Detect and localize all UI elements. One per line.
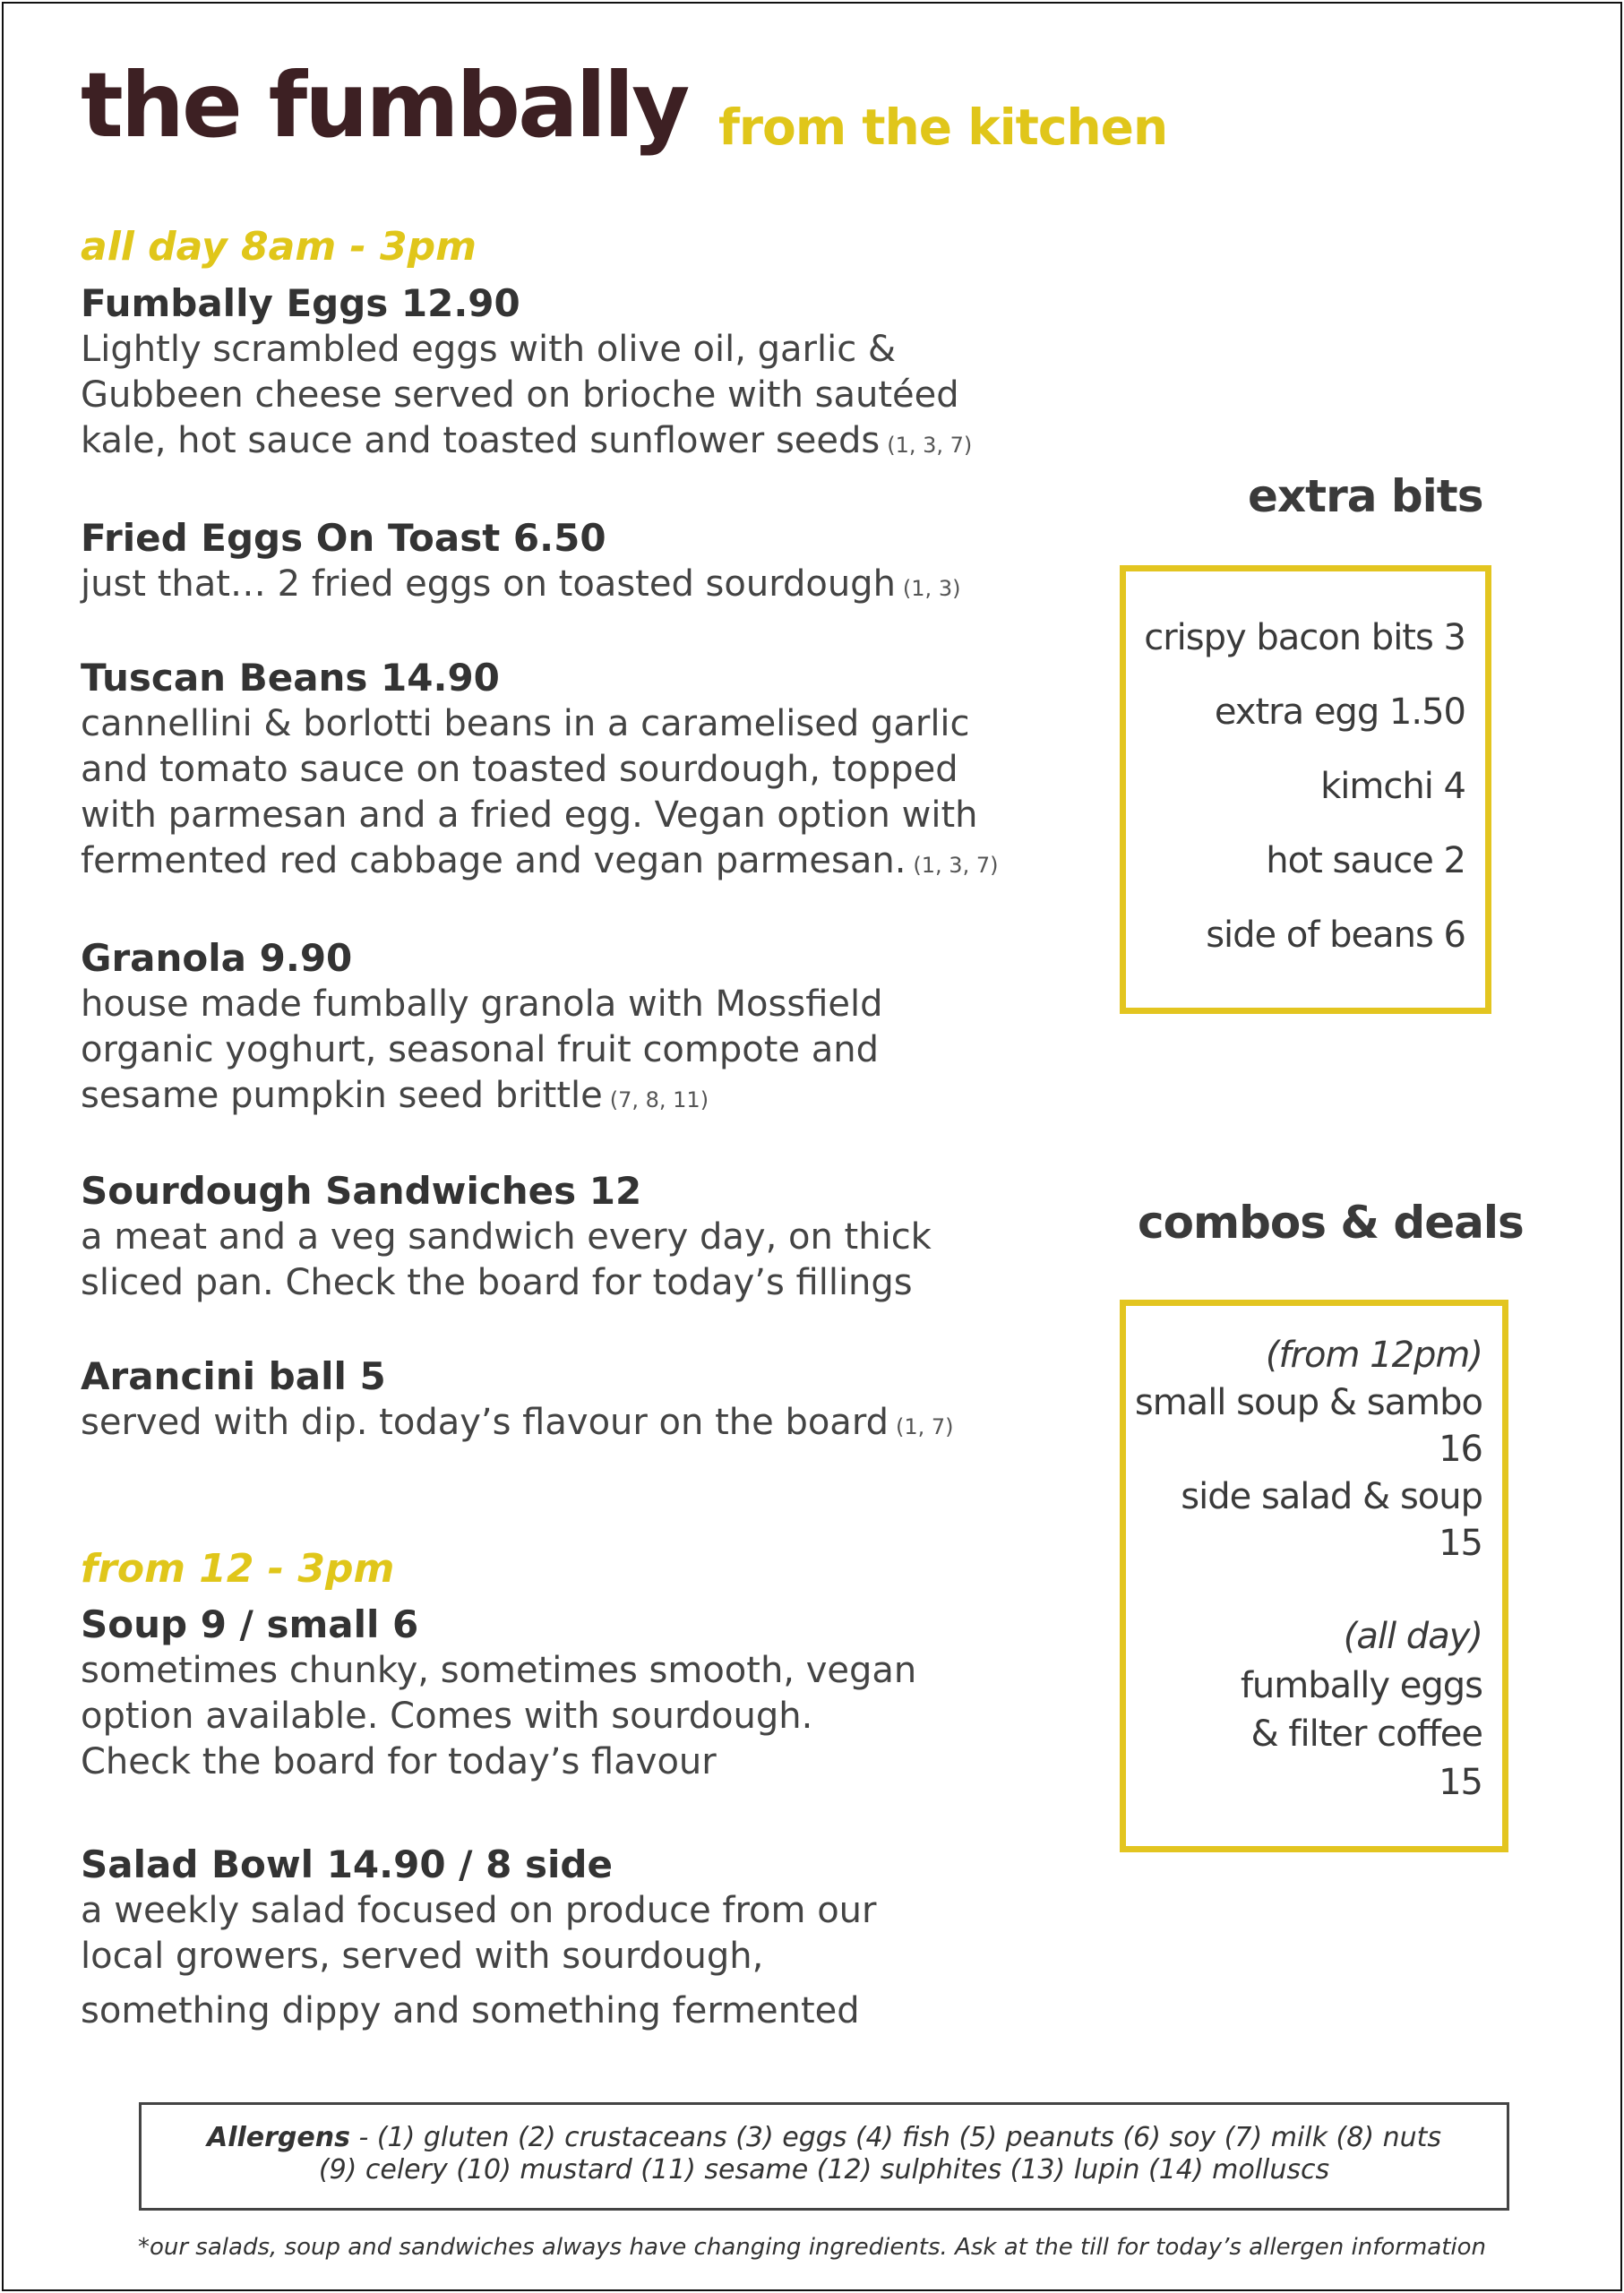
extra-bits-heading: extra bits <box>1248 470 1483 522</box>
allergen-codes: (1, 3, 7) <box>913 853 999 878</box>
combo-price: 16 <box>1439 1429 1482 1470</box>
footnote: *our salads, soup and sandwiches always have changing ingredients. Ask at the till for today’s allergen information <box>137 2234 1487 2261</box>
extra-item: hot sauce 2 <box>1266 840 1465 881</box>
brand-title: the fumbally <box>81 53 688 158</box>
combos-box <box>1120 1300 1508 1852</box>
extra-item: side of beans 6 <box>1206 915 1465 956</box>
combo-item: fumbally eggs <box>1240 1665 1482 1706</box>
menu-item-title: Salad Bowl 14.90 / 8 side <box>81 1842 613 1886</box>
allergen-codes: (1, 3, 7) <box>887 433 973 458</box>
allergen-legend: Allergens - (1) gluten (2) crustaceans (3) eggs (4) fish (5) peanuts (6) soy (7) milk (8) nuts (9) celery (10) mustard (11) sesame (12) sulphites (13) lupin (14) molluscs <box>139 2102 1509 2211</box>
menu-item-description: house made fumbally granola with Mossfield organic yoghurt, seasonal fruit compote and sesame pumpkin seed brittle (7, 8, 11) <box>81 983 883 1116</box>
combo-item: & filter coffee <box>1250 1713 1482 1755</box>
combo-note: (all day) <box>1343 1616 1482 1657</box>
menu-item-title: Granola 9.90 <box>81 936 353 980</box>
menu-item-description: served with dip. today’s flavour on the board (1, 7) <box>81 1402 954 1443</box>
allergen-codes: (1, 3) <box>902 576 961 601</box>
menu-item-description: Lightly scrambled eggs with olive oil, garlic & Gubbeen cheese served on brioche with sautéed kale, hot sauce and toasted sunflower seeds (1, 3, 7) <box>81 329 973 461</box>
extra-bits-box <box>1120 565 1491 1014</box>
menu-item-description: just that… 2 fried eggs on toasted sourdough (1, 3) <box>81 563 961 605</box>
menu-item-description: a weekly salad focused on produce from our local growers, served with sourdough, something dippy and something fermented <box>81 1890 877 2031</box>
allergen-codes: (7, 8, 11) <box>609 1087 709 1112</box>
menu-item-title: Arancini ball 5 <box>81 1354 386 1398</box>
menu-item-title: Soup 9 / small 6 <box>81 1602 419 1646</box>
combo-price: 15 <box>1439 1523 1482 1564</box>
menu-item-description: sometimes chunky, sometimes smooth, vegan option available. Comes with sourdough. Check the board for today’s flavour <box>81 1650 917 1782</box>
menu-item-title: Sourdough Sandwiches 12 <box>81 1169 642 1213</box>
section-heading-midday: from 12 - 3pm <box>81 1546 395 1592</box>
menu-item-title: Fumbally Eggs 12.90 <box>81 281 520 325</box>
section-heading-all-day: all day 8am - 3pm <box>81 224 477 270</box>
extra-item: kimchi 4 <box>1320 766 1465 807</box>
combo-item: small soup & sambo <box>1134 1382 1482 1423</box>
brand-subtitle: from the kitchen <box>718 99 1168 156</box>
extra-item: crispy bacon bits 3 <box>1144 617 1465 658</box>
menu-item-title: Tuscan Beans 14.90 <box>81 656 500 700</box>
combo-note: (from 12pm) <box>1265 1335 1482 1376</box>
combos-heading: combos & deals <box>1138 1197 1524 1249</box>
menu-item-description: a meat and a veg sandwich every day, on thick sliced pan. Check the board for today’s fillings <box>81 1216 932 1303</box>
extra-item: extra egg 1.50 <box>1214 691 1465 733</box>
menu-item-title: Fried Eggs On Toast 6.50 <box>81 516 606 560</box>
menu-item-description: cannellini & borlotti beans in a caramelised garlic and tomato sauce on toasted sourdough, topped with parmesan and a fried egg. Vegan option with fermented red cabbage and vegan parmesan. (1, 3, 7) <box>81 703 999 881</box>
combo-price: 15 <box>1439 1762 1482 1803</box>
combo-item: side salad & soup <box>1181 1476 1482 1517</box>
allergen-label: Allergens <box>206 2122 350 2153</box>
allergen-codes: (1, 7) <box>895 1414 954 1439</box>
